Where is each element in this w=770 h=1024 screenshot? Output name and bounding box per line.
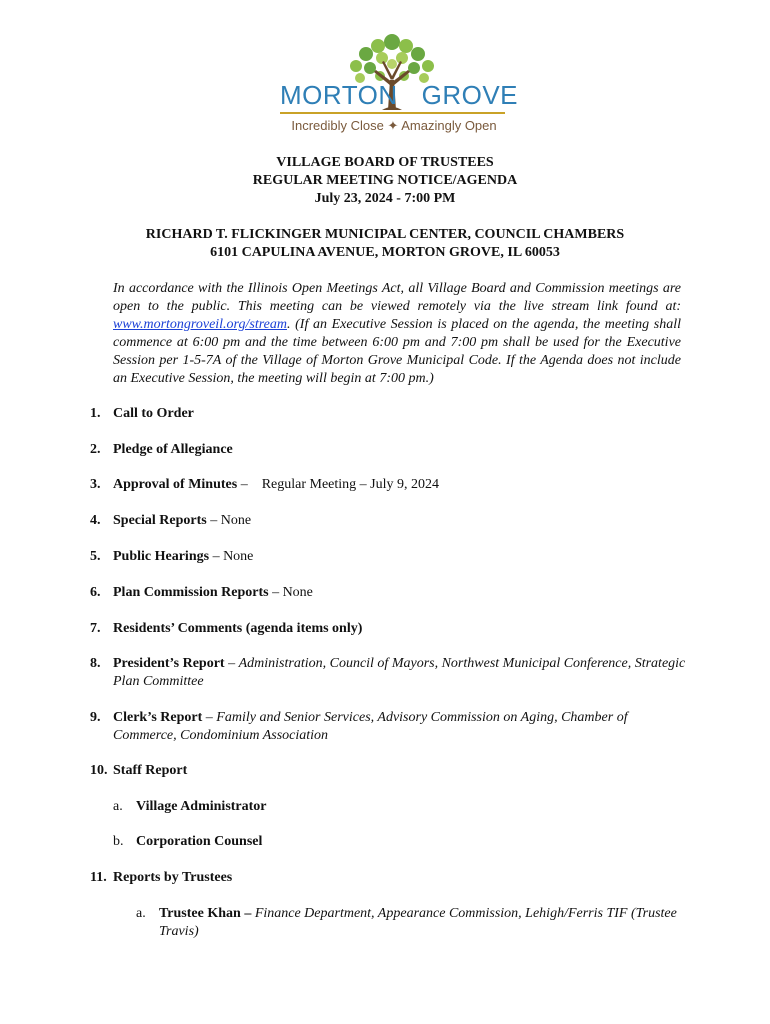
livestream-link[interactable]: www.mortongroveil.org/stream <box>113 317 287 332</box>
agenda-item <box>90 405 690 423</box>
notice-text-end: . (If an Executive Session is placed on the agenda, the meeting shall commence at 6:00 pm and the time between 6:00 pm and 7:00 pm shall be used for the Executive Session per 1-5-7A of the Village of Morton Grove Municipal Code. If the Agenda does not include an Executive Session, the meeting will begin at 7:00 pm.) <box>113 317 681 386</box>
item-title: Staff Report <box>113 763 188 778</box>
agenda-item <box>90 476 690 494</box>
location-building: RICHARD T. FLICKINGER MUNICIPAL CENTER, COUNCIL CHAMBERS <box>145 227 625 242</box>
item-detail: Administration, Council of Mayors, Northwest Municipal Conference, Strategic Plan Committee <box>113 656 686 689</box>
subitem-letter: a. <box>113 799 123 814</box>
subitem-letter: b. <box>113 834 124 849</box>
logo-rule <box>280 112 505 114</box>
meeting-header <box>0 154 770 208</box>
item-title: President’s Report <box>113 656 225 671</box>
item-detail: – None <box>209 549 254 564</box>
agenda-item <box>90 584 690 602</box>
staff-subitem <box>113 833 673 851</box>
header-notice: REGULAR MEETING NOTICE/AGENDA <box>252 173 518 188</box>
item-number: 2. <box>90 442 101 457</box>
item-title: Special Reports <box>113 513 207 528</box>
agenda-item <box>90 620 690 638</box>
item-detail: – None <box>268 585 313 600</box>
open-meetings-notice <box>113 280 681 388</box>
morton-grove-logo <box>270 30 519 140</box>
item-dash: – <box>202 710 217 725</box>
subitem-title: Trustee Khan <box>159 906 241 921</box>
agenda-item <box>90 441 690 459</box>
item-title: Pledge of Allegiance <box>113 442 233 457</box>
agenda-item <box>90 548 690 566</box>
item-detail: – Regular Meeting – July 9, 2024 <box>237 477 440 492</box>
item-title: Public Hearings <box>113 549 210 564</box>
item-detail: Family and Senior Services, Advisory Commission on Aging, Chamber of Commerce, Condominium Association <box>113 710 628 743</box>
item-number: 4. <box>90 513 101 528</box>
agenda-item <box>90 655 690 691</box>
item-title: Call to Order <box>113 406 194 421</box>
logo-name-right: GROVE <box>421 80 519 110</box>
item-number: 5. <box>90 549 101 564</box>
item-title: Plan Commission Reports <box>113 585 269 600</box>
item-title: Approval of Minutes <box>113 477 238 492</box>
notice-text-start: In accordance with the Illinois Open Meetings Act, all Village Board and Commission meetings are open to the public. This meeting can be viewed remotely via the live stream link found at: <box>113 281 681 314</box>
item-detail: – None <box>206 513 252 528</box>
item-dash: – <box>224 656 239 671</box>
logo-name-left: MORTON <box>280 80 398 110</box>
item-number: 1. <box>90 406 101 421</box>
item-title: Residents’ Comments (agenda items only) <box>113 621 363 636</box>
location-address: 6101 CAPULINA AVENUE, MORTON GROVE, IL 60053 <box>210 245 560 260</box>
trustee-subitem <box>136 905 696 941</box>
header-date: July 23, 2024 - 7:00 PM <box>314 191 456 206</box>
subitem-detail: Finance Department, Appearance Commission, Lehigh/Ferris TIF (Trustee Travis) <box>159 906 677 939</box>
agenda-item <box>90 762 690 780</box>
item-number: 3. <box>90 477 101 492</box>
logo-wordmark <box>280 80 519 111</box>
item-number: 7. <box>90 621 101 636</box>
agenda-item <box>90 869 690 887</box>
item-number: 9. <box>90 710 101 725</box>
item-title: Clerk’s Report <box>113 710 203 725</box>
item-number: 11. <box>90 870 107 885</box>
staff-subitem <box>113 798 673 816</box>
item-number: 10. <box>90 763 108 778</box>
header-board: VILLAGE BOARD OF TRUSTEES <box>276 155 494 170</box>
subitem-title: Village Administrator <box>136 799 267 814</box>
subitem-title: Corporation Counsel <box>136 834 263 849</box>
logo-tagline: Incredibly Close ✦ Amazingly Open <box>291 118 497 133</box>
agenda-item <box>90 709 690 745</box>
subitem-letter: a. <box>136 906 146 921</box>
agenda-item <box>90 512 690 530</box>
item-number: 8. <box>90 656 101 671</box>
subitem-dash: – <box>240 906 255 921</box>
item-number: 6. <box>90 585 101 600</box>
item-title: Reports by Trustees <box>113 870 233 885</box>
meeting-location <box>0 226 770 262</box>
